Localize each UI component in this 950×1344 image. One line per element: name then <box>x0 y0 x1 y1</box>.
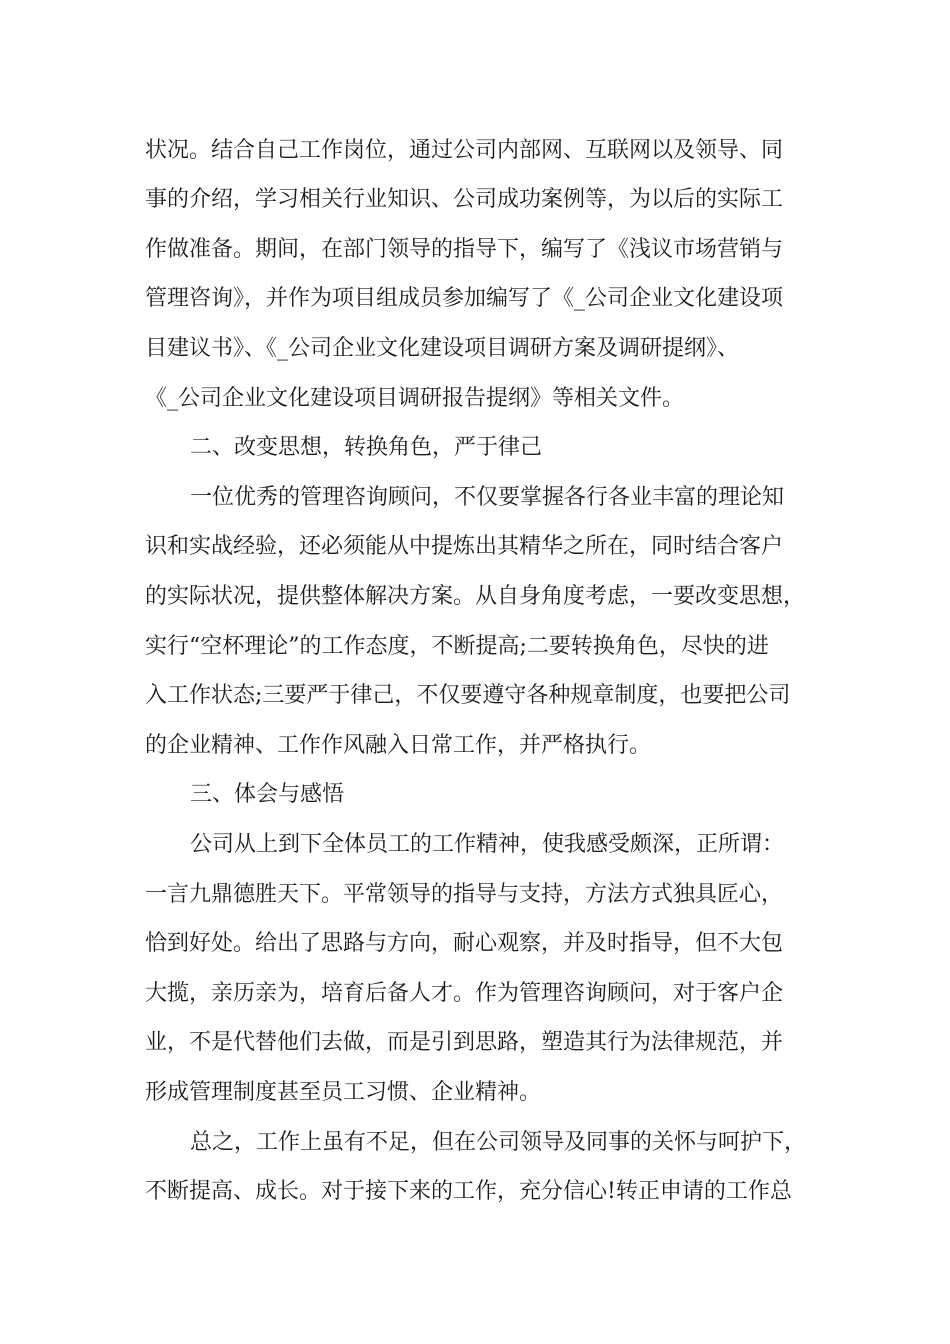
paragraph-line: 作做准备。期间，在部门领导的指导下，编写了《浅议市场营销与 <box>145 237 784 262</box>
section-heading: 二、改变思想，转换角色，严于律己 <box>190 435 543 460</box>
paragraph-line: 《_公司企业文化建设项目调研报告提纲》等相关文件。 <box>145 386 685 411</box>
paragraph-line: 识和实战经验，还必须能从中提炼出其精华之所在，同时结合客户 <box>145 534 784 559</box>
paragraph-line: 入工作状态;三要严于律己，不仅要遵守各种规章制度，也要把公司 <box>145 683 791 708</box>
paragraph-line: 业，不是代替他们去做，而是引到思路，塑造其行为法律规范，并 <box>145 1030 784 1055</box>
section-heading: 三、体会与感悟 <box>190 782 345 807</box>
paragraph-line: 管理咨询》，并作为项目组成员参加编写了《_公司企业文化建设项 <box>145 286 784 311</box>
paragraph-line: 大揽，亲历亲为，培育后备人才。作为管理咨询顾问，对于客户企 <box>145 981 784 1006</box>
paragraph-line: 一言九鼎德胜天下。平常领导的指导与支持，方法方式独具匠心， <box>145 882 784 907</box>
paragraph-line: 公司从上到下全体员工的工作精神，使我感受颇深，正所谓： <box>190 832 785 857</box>
paragraph-line: 的实际状况，提供整体解决方案。从自身角度考虑，一要改变思想， <box>145 584 806 609</box>
paragraph-line: 不断提高、成长。对于接下来的工作，充分信心!转正申请的工作总 <box>145 1179 792 1204</box>
paragraph-line: 事的介绍，学习相关行业知识、公司成功案例等，为以后的实际工 <box>145 187 784 212</box>
paragraph-line: 总之，工作上虽有不足，但在公司领导及同事的关怀与呵护下， <box>190 1130 807 1155</box>
paragraph-line: 实行“空杯理论”的工作态度，不断提高;二要转换角色，尽快的进 <box>145 634 769 659</box>
paragraph-line: 一位优秀的管理咨询顾问，不仅要掌握各行各业丰富的理论知 <box>190 485 785 510</box>
paragraph-line: 形成管理制度甚至员工习惯、企业精神。 <box>145 1080 542 1105</box>
paragraph-line: 的企业精神、工作作风融入日常工作，并严格执行。 <box>145 733 652 758</box>
paragraph-line: 恰到好处。给出了思路与方向，耐心观察，并及时指导，但不大包 <box>145 931 784 956</box>
paragraph-line: 状况。结合自己工作岗位，通过公司内部网、互联网以及领导、同 <box>145 138 784 163</box>
paragraph-line: 目建议书》、《_公司企业文化建设项目调研方案及调研提纲》、 <box>145 336 740 361</box>
